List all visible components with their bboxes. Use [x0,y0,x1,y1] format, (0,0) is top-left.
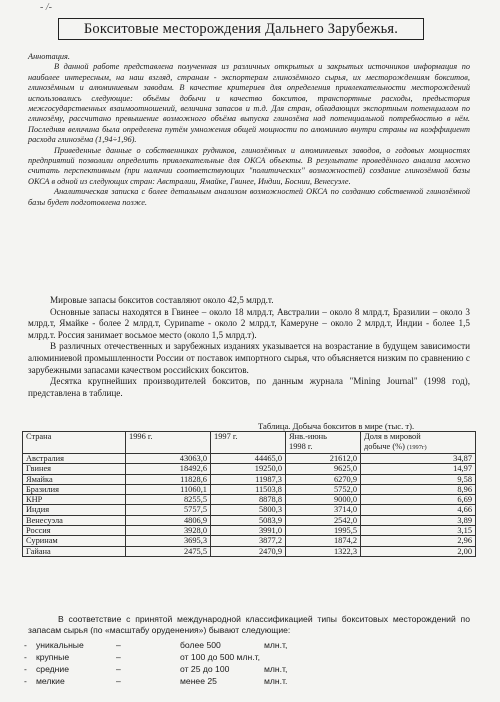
cell-y1996: 18492,6 [126,464,211,474]
table-row [23,464,476,474]
cell-y1997: 3991,0 [211,526,286,536]
cell-y1996: 5757,5 [126,505,211,515]
deposit-type-dash: – [116,676,121,686]
cell-country: Венесуэла [23,515,126,525]
cell-jan-jun: 3714,0 [286,505,361,515]
header-jan-jun-line1: Янв.-июнь [289,432,327,441]
deposit-type-bullet: - [24,664,27,674]
cell-y1996: 11060,1 [126,484,211,494]
cell-share: 2,96 [361,536,476,546]
cell-share: 34,87 [361,454,476,464]
cell-y1996: 43063,0 [126,454,211,464]
table-body [23,454,476,557]
abstract-paragraph: В данной работе представлена полученная из различных открытых и закрытых источников информация по наиболее интересным, на наш взгляд, странам - экспортерам глинозёмного сырья, их месторождениям бокситов, глинозёмным и алюминиевым заводам. В качестве критериев для определения привлекательности месторождений использовались следующие: объёмы добычи и качество бокситов, транспортные расходы, предыстория межгосударственных взаимоотношений, величина запасов и т.д. Для стран, обладающих экспортным потенциалом по глинозёму, рассчитано превышение возможного объёма выпуска глинозёма над потенциальной потребностью в нём. Последняя величина была определена путём умножения общей мощности по алюминию внутри страны на коэффициент расхода глинозёма (1,94÷1,96). [28,62,470,145]
deposit-type-bullet: - [24,676,27,686]
cell-share: 14,97 [361,464,476,474]
header-share-line1: Доля в мировой [364,432,421,441]
cell-y1997: 8878,8 [211,495,286,505]
cell-y1996: 3928,0 [126,526,211,536]
cell-country: Бразилия [23,484,126,494]
cell-jan-jun: 21612,0 [286,454,361,464]
cell-jan-jun: 1322,3 [286,546,361,556]
table-row [23,454,476,464]
table-row [23,546,476,556]
header-jan-jun-line2: 1998 г. [289,442,313,451]
deposit-type-dash: – [116,652,121,662]
cell-jan-jun: 1874,2 [286,536,361,546]
header-share-year: (1997г) [407,444,427,451]
cell-y1997: 5800,3 [211,505,286,515]
table-row [23,474,476,484]
deposit-type-item [24,664,464,676]
document-title: Бокситовые месторождения Дальнего Зарубежья. [83,21,399,37]
abstract-paragraph: Аналитическая записка с более детальным анализом возможностей ОКСА по созданию собственной глинозёмной базы будет подготовлена позже. [28,187,470,207]
cell-country: Суринам [23,536,126,546]
cell-share: 3,15 [361,526,476,536]
cell-y1997: 19250,0 [211,464,286,474]
header-share-line2: добыче (%) [364,442,405,451]
classification-note [28,614,470,636]
body-paragraph: В различных отечественных и зарубежных изданиях указывается на возрастание в будущем зависимости алюминиевой промышленности России от поставок импортного сырья, что объясняется низким по сравнению с зарубежными запасами качеством российских бокситов. [28,341,470,375]
table-row [23,505,476,515]
body-text [28,295,470,399]
cell-share: 3,89 [361,515,476,525]
deposit-type-item [24,640,464,652]
cell-jan-jun: 9625,0 [286,464,361,474]
body-paragraph: Мировые запасы бокситов составляют около 42,5 млрд.т. [50,295,274,305]
cell-y1997: 11503,8 [211,484,286,494]
cell-share: 8,96 [361,484,476,494]
cell-share: 6,69 [361,495,476,505]
cell-jan-jun: 1995,5 [286,526,361,536]
abstract-paragraph: Приведенные данные о собственниках рудников, глинозёмных и алюминиевых заводов, о годовых мощностях предприятий позволили определить привлекательные для ОКСА объекты. В результате проведённого анализа можно считать перспективным (при наличии соответствующих "политических" возможностей) создание глинозёмной базы ОКСА в одной из следующих стран: Австралии, Ямайке, Гвинее, Индии, Боснии, Венесуэле. [28,145,470,186]
deposit-type-bullet: - [24,652,27,662]
cell-y1996: 8255,5 [126,495,211,505]
deposit-type-range: менее 25 [180,676,217,686]
deposit-type-unit: млн.т, [264,640,288,650]
table-row [23,495,476,505]
cell-country: Гайана [23,546,126,556]
deposit-type-item [24,652,464,664]
cell-share: 9,58 [361,474,476,484]
deposit-type-range: от 100 до 500 млн.т, [180,652,260,662]
deposit-type-range: от 25 до 100 [180,664,230,674]
title-box [58,18,424,40]
cell-y1997: 5083,9 [211,515,286,525]
abstract [28,52,470,208]
cell-country: Гвинея [23,464,126,474]
deposit-type-name: крупные [36,652,70,662]
body-paragraph: Основные запасы находятся в Гвинее – около 18 млрд.т, Австралии – около 8 млрд.т, Бразилии – около 3 млрд.т, Ямайке - более 2 млрд.т, Суриname - около 2 млрд.т, Камеруне – около 2 млрд.т, Индии - более 1,5 млрд.т. Россия занимает восьмое место (около 1,5 млрд.т). [28,306,470,340]
cell-jan-jun: 2542,0 [286,515,361,525]
header-1996: 1996 г. [126,432,211,454]
table-header-row [23,432,476,454]
header-world-share [361,432,476,454]
deposit-type-dash: – [116,664,121,674]
deposit-type-name: уникальные [36,640,84,650]
cell-jan-jun: 6270,9 [286,474,361,484]
cell-y1997: 44465,0 [211,454,286,464]
deposit-type-bullet: - [24,640,27,650]
deposit-type-unit: млн.т. [264,676,288,686]
header-jan-jun-1998 [286,432,361,454]
deposit-type-item [24,676,464,688]
cell-country: Индия [23,505,126,515]
deposit-types-list [24,640,464,688]
cell-y1996: 11828,6 [126,474,211,484]
cell-y1997: 3877,2 [211,536,286,546]
deposit-type-range: более 500 [180,640,221,650]
table-row [23,526,476,536]
cell-share: 4,66 [361,505,476,515]
deposit-type-unit: млн.т, [264,664,288,674]
header-mark: - /- [40,2,52,13]
bauxite-production-table [22,431,476,557]
table-row [23,536,476,546]
body-paragraph: Десятка крупнейших производителей бокситов, по данным журнала "Mining Journal" (1998 год), представлена в таблице. [28,376,470,398]
table-caption: Таблица. Добыча бокситов в мире (тыс. т). [258,421,415,431]
abstract-heading: Аннотация. [28,52,70,61]
table-row [23,515,476,525]
cell-y1996: 4806,9 [126,515,211,525]
header-1997: 1997 г. [211,432,286,454]
cell-y1996: 2475,5 [126,546,211,556]
deposit-type-name: мелкие [36,676,65,686]
cell-country: Ямайка [23,474,126,484]
deposit-type-name: средние [36,664,70,674]
header-country: Страна [23,432,126,454]
cell-share: 2,00 [361,546,476,556]
cell-jan-jun: 9000,0 [286,495,361,505]
table-row [23,484,476,494]
cell-country: Россия [23,526,126,536]
cell-y1997: 11987,3 [211,474,286,484]
note-paragraph: В соответствие с принятой международной классификацией типы бокситовых месторождений по запасам сырья (по «масштабу оруденения») бывают следующие: [28,614,470,635]
cell-y1997: 2470,9 [211,546,286,556]
cell-country: КНР [23,495,126,505]
cell-country: Австралия [23,454,126,464]
cell-jan-jun: 5752,0 [286,484,361,494]
deposit-type-dash: – [116,640,121,650]
cell-y1996: 3695,3 [126,536,211,546]
